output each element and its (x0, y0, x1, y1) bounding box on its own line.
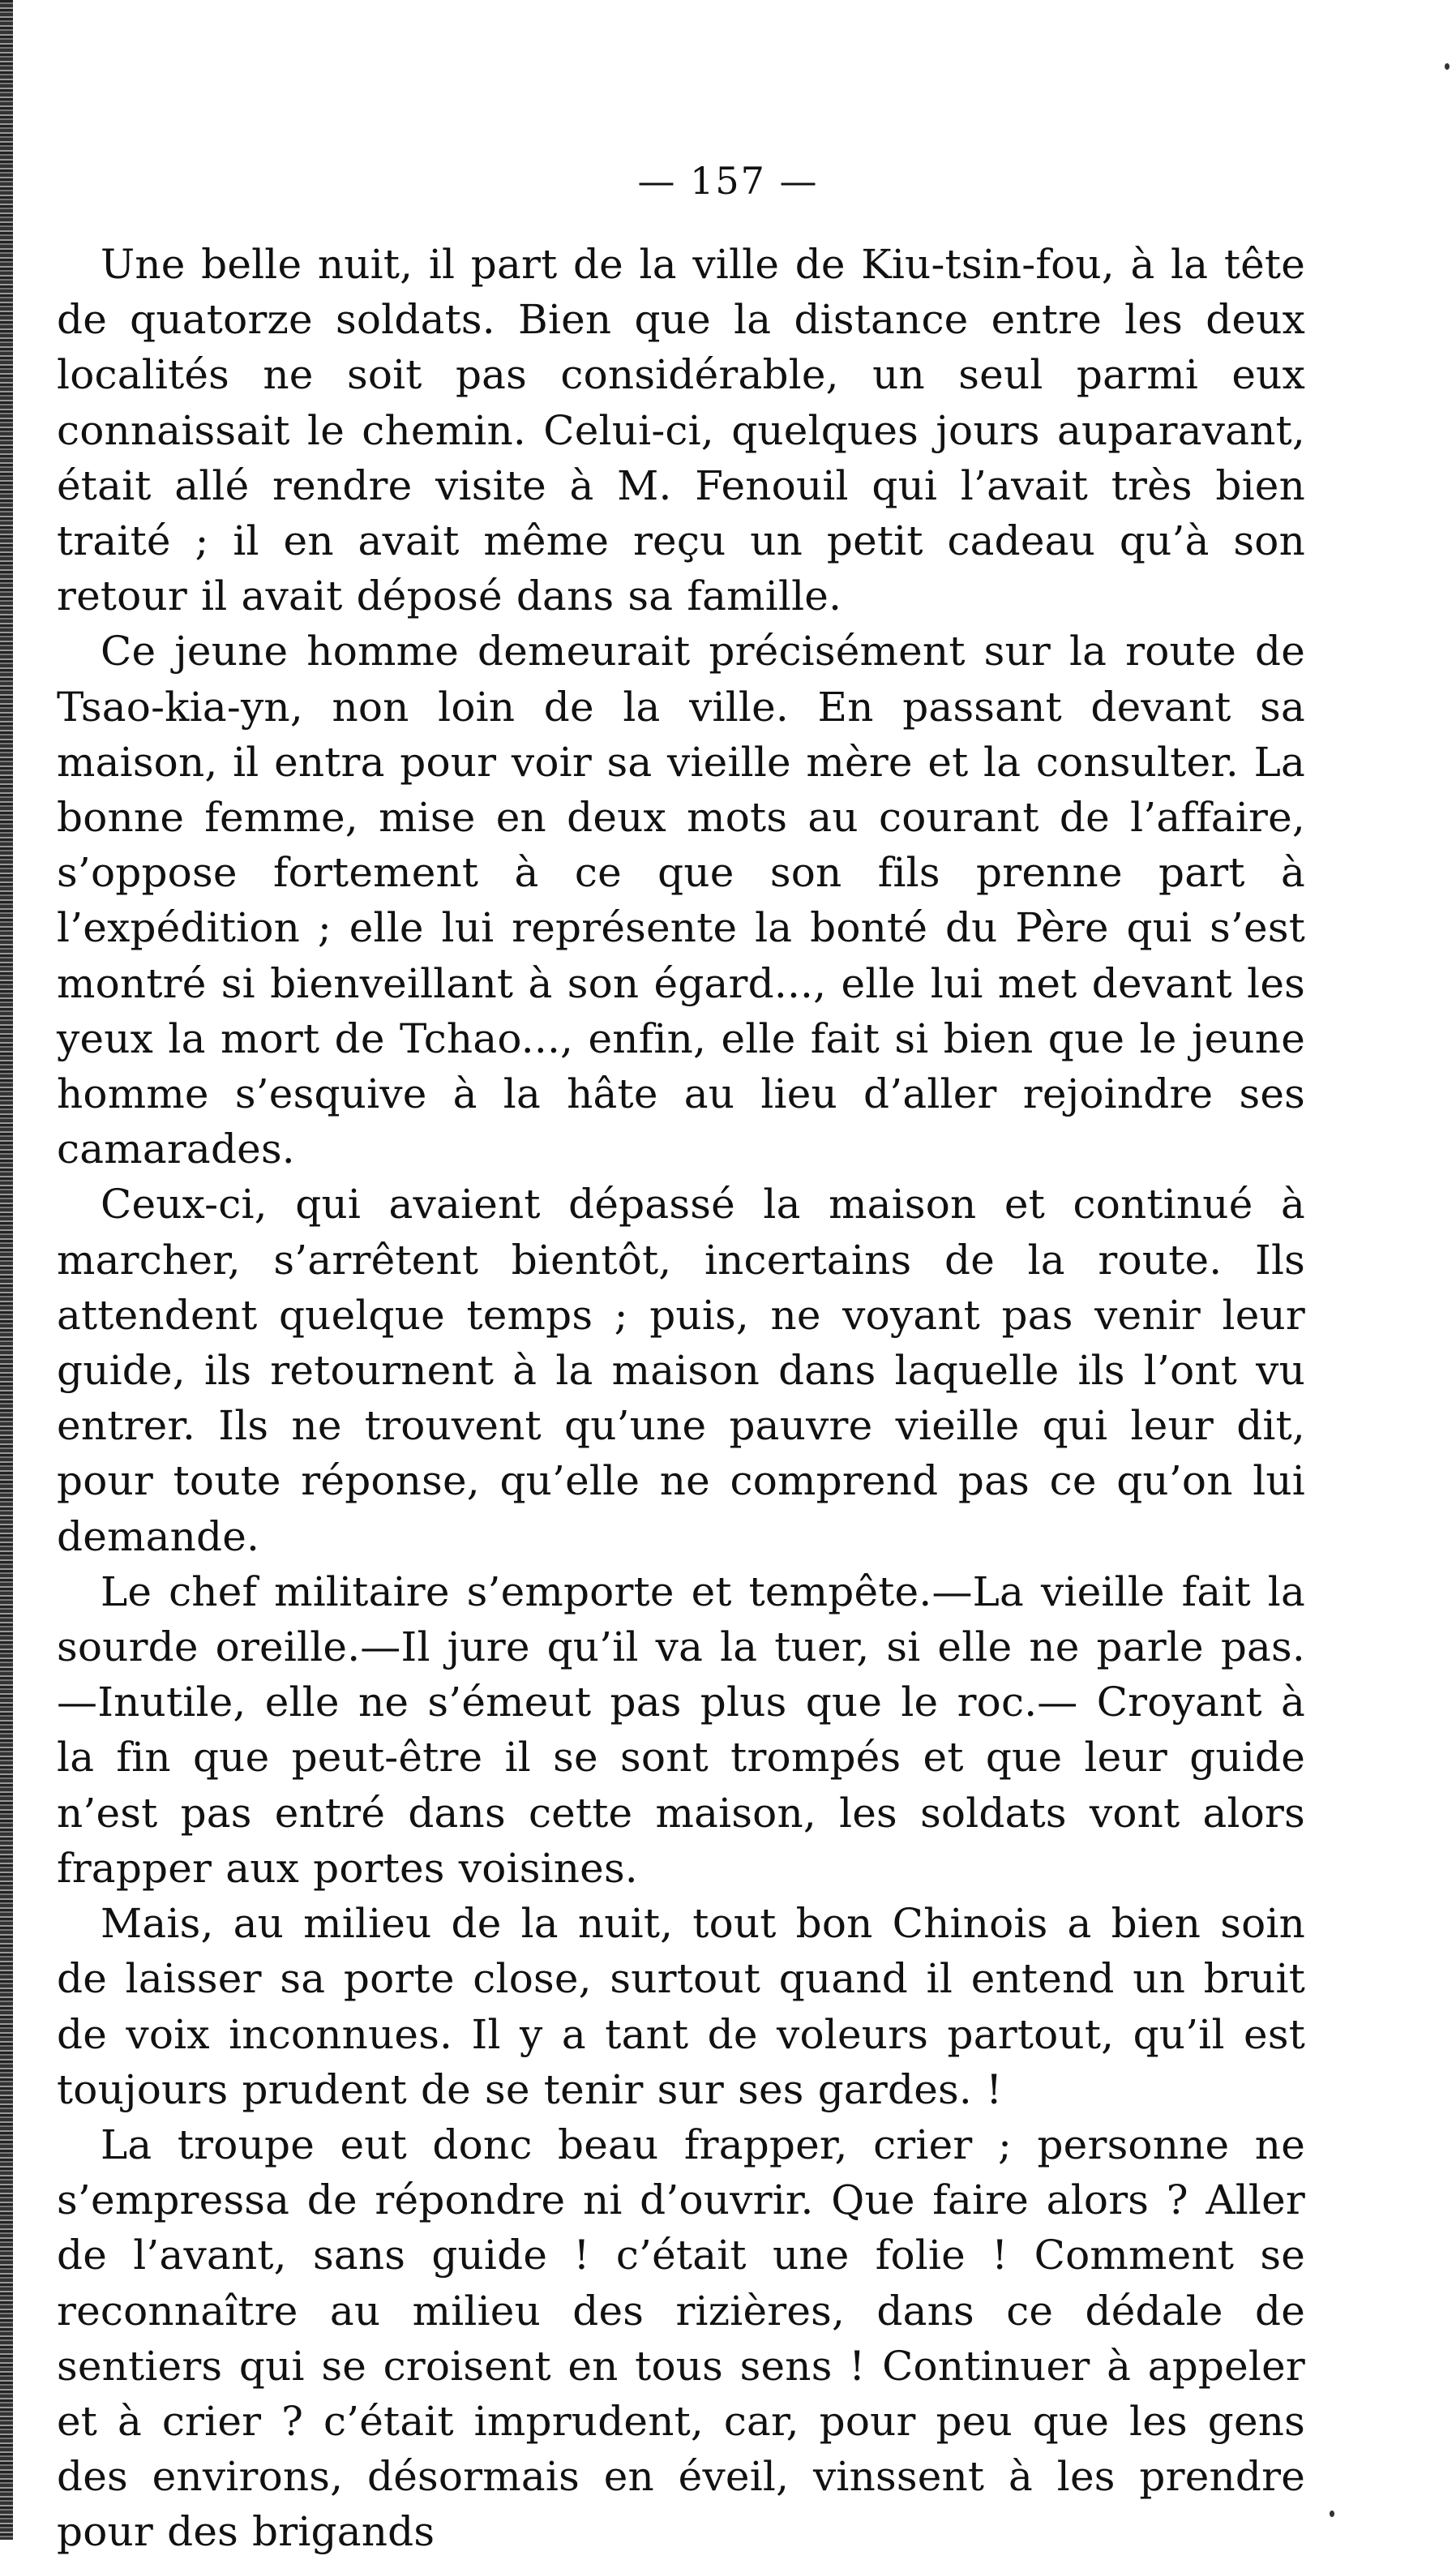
paragraph: Le chef militaire s’emporte et tempête.—La vieille fait la sourde oreille.—Il jure qu’il va la tuer, si elle ne parle pas. —Inutile, elle ne s’émeut pas plus que le roc.— Croyant à la fin que peut-être il se sont trompés et que leur guide n’est pas entré dans cette maison, les soldats vont alors frapper aux portes voisines. (57, 1567, 1305, 1892)
page-number: — 157 — (637, 159, 819, 203)
paragraph: Ceux-ci, qui avaient dépassé la maison et continué à marcher, s’arrêtent bientôt, incertains de la route. Ils attendent quelque temps ; puis, ne voyant pas venir leur guide, ils retournent à la maison dans laquelle ils l’ont vu entrer. Ils ne trouvent qu’une pauvre vieille qui leur dit, pour toute réponse, qu’elle ne comprend pas ce qu’on lui demande. (57, 1181, 1305, 1560)
body-text (57, 237, 1305, 2560)
paragraph: La troupe eut donc beau frapper, crier ; personne ne s’empressa de répondre ni d’ouvrir. Que faire alors ? Aller de l’avant, sans guide ! c’était une folie ! Comment se reconnaître au milieu des rizières, dans ce dédale de sentiers qui se croisent en tous sens ! Continuer à appeler et à crier ? c’était imprudent, car, pour peu que les gens des environs, désormais en éveil, vinssent à les prendre pour des brigands (57, 2120, 1305, 2556)
paragraph: Mais, au milieu de la nuit, tout bon Chinois a bien soin de laisser sa porte close, surtout quand il entend un bruit de voix inconnues. Il y a tant de voleurs partout, qu’il est toujours prudent de se tenir sur ses gardes. ! (57, 1900, 1305, 2113)
page-binding-edge (0, 0, 13, 2540)
print-speck (1330, 2511, 1334, 2517)
paragraph: Ce jeune homme demeurait précisément sur la route de Tsao-kia-yn, non loin de la ville. En passant devant sa maison, il entra pour voir sa vieille mère et la consulter. La bonne femme, mise en deux mots au courant de l’affaire, s’oppose fortement à ce que son fils prenne part à l’expédition ; elle lui représente la bonté du Père qui s’est montré si bienveillant à son égard..., elle lui met devant les yeux la mort de Tchao..., enfin, elle fait si bien que le jeune homme s’esquive à la hâte au lieu d’aller rejoindre ses camarades. (57, 628, 1305, 1173)
print-speck (1445, 63, 1450, 70)
paragraph: Une belle nuit, il part de la ville de Kiu-tsin-fou, à la tête de quatorze soldats. Bien que la distance entre les deux localités ne soit pas considérable, un seul parmi eux connaissait le chemin. Celui-ci, quelques jours auparavant, était allé rendre visite à M. Fenouil qui l’avait très bien traité ; il en avait même reçu un petit cadeau qu’à son retour il avait déposé dans sa famille. (57, 241, 1305, 620)
